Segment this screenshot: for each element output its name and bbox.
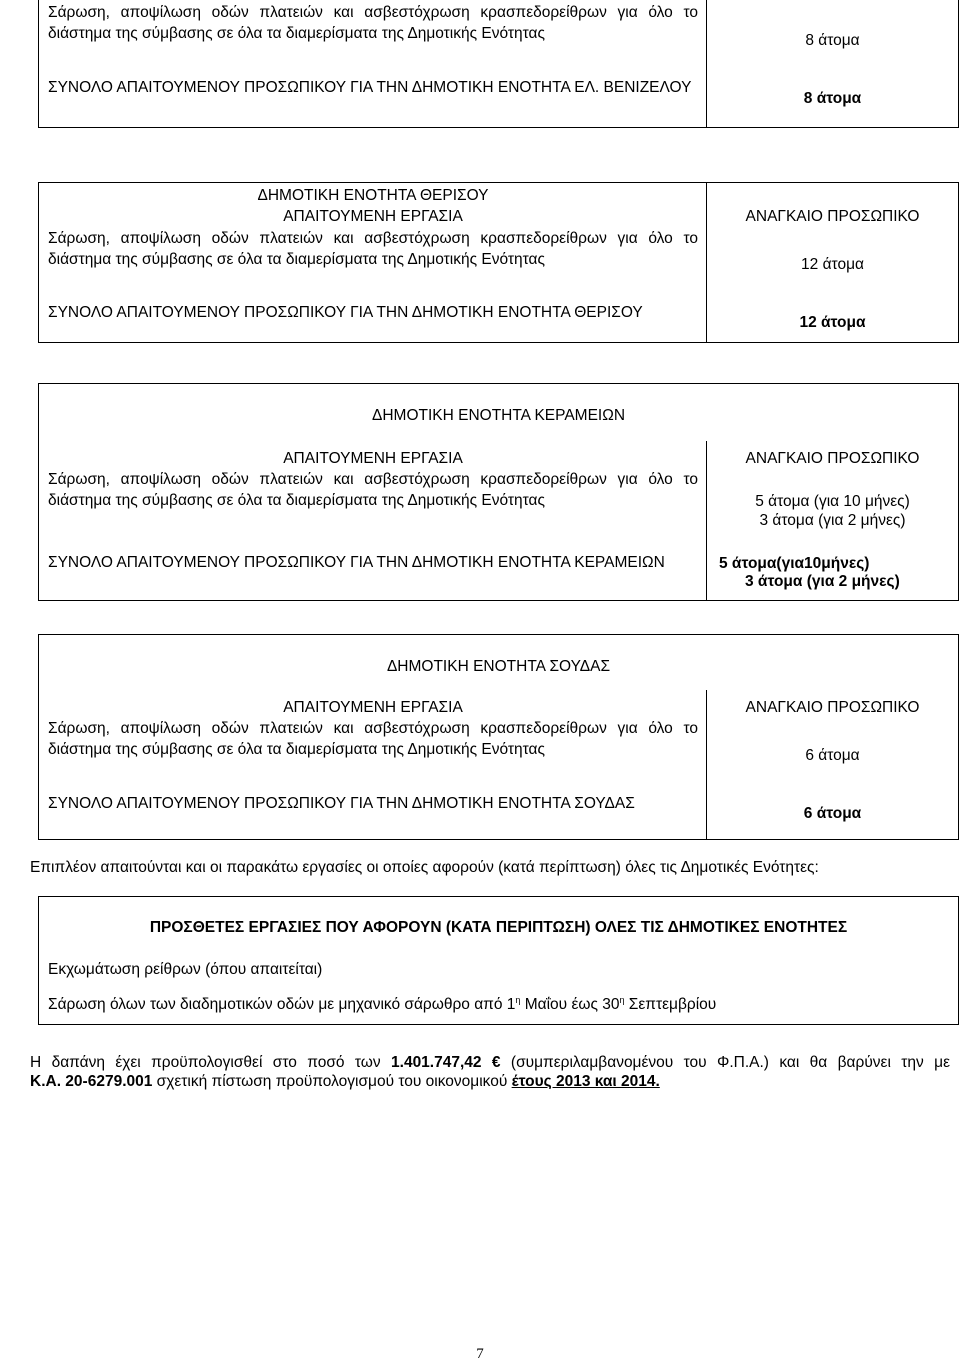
closing-text-3: σχετική πίστωση προϋπολογισμού του οικονομικού xyxy=(152,1073,512,1090)
extra-work-item-2-c: Σεπτεμβρίου xyxy=(624,996,717,1013)
therisou-total-value: 12 άτομα xyxy=(799,314,866,331)
extra-intro-text: Επιπλέον απαιτούνται και οι παρακάτω εργασίες οι οποίες αφορούν (κατά περίπτωση) όλες τις Δημοτικές Ενότητες: xyxy=(30,859,819,876)
therisou-task-text: Σάρωση, αποψίλωση οδών πλατειών και ασβεστόχρωση κρασπεδορείθρων για όλο το διάστημα της σύμβασης σε όλα τα διαμερίσματα της Δημοτικής Ενότητας xyxy=(48,230,698,268)
soudas-staff-value: 6 άτομα xyxy=(805,747,860,764)
venizelou-task-text: Σάρωση, αποψίλωση οδών πλατειών και ασβεστόχρωση κρασπεδορείθρων για όλο το διάστημα της σύμβασης σε όλα τα διαμερίσματα της Δημοτικής Ενότητας xyxy=(48,4,698,42)
kerameion-unit-title: ΔΗΜΟΤΙΚΗ ΕΝΟΤΗΤΑ ΚΕΡΑΜΕΙΩΝ xyxy=(371,407,626,424)
therisou-staff-header: ΑΝΑΓΚΑΙΟ ΠΡΟΣΩΠΙΚΟ xyxy=(745,208,920,225)
budget-amount-value: 1.401.747,42 xyxy=(391,1054,482,1071)
soudas-unit-title: ΔΗΜΟΤΙΚΗ ΕΝΟΤΗΤΑ ΣΟΥΔΑΣ xyxy=(386,658,611,675)
closing-text-1: Η δαπάνη έχει προϋπολογισθεί στο ποσό των xyxy=(30,1054,392,1071)
extra-work-item-2-b: Μαΐου έως 30 xyxy=(520,996,620,1013)
kerameion-total-line2: 3 άτομα (για 2 μήνες) xyxy=(745,573,900,590)
therisou-work-header: ΑΠΑΙΤΟΥΜΕΝΗ ΕΡΓΑΣΙΑ xyxy=(283,208,463,225)
page-number: 7 xyxy=(476,1346,484,1362)
soudas-task-text: Σάρωση, αποψίλωση οδών πλατειών και ασβεστόχρωση κρασπεδορείθρων για όλο το διάστημα της σύμβασης σε όλα τα διαμερίσματα της Δημοτικής Ενότητας xyxy=(48,720,698,758)
superscript: η xyxy=(619,994,625,1005)
soudas-total-label: ΣΥΝΟΛΟ ΑΠΑΙΤΟΥΜΕΝΟΥ ΠΡΟΣΩΠΙΚΟΥ ΓΙΑ ΤΗΝ ΔΗΜΟΤΙΚΗ ΕΝΟΤΗΤΑ ΣΟΥΔΑΣ xyxy=(48,795,635,812)
venizelou-staff-value: 8 άτομα xyxy=(805,32,860,49)
soudas-total-value: 6 άτομα xyxy=(803,805,862,822)
soudas-work-header: ΑΠΑΙΤΟΥΜΕΝΗ ΕΡΓΑΣΙΑ xyxy=(283,699,463,716)
kerameion-staff-line1: 5 άτομα (για 10 μήνες) xyxy=(755,493,910,510)
budget-amount xyxy=(391,1054,501,1071)
therisou-unit-title: ΔΗΜΟΤΙΚΗ ΕΝΟΤΗΤΑ ΘΕΡΙΣΟΥ xyxy=(257,187,489,204)
kerameion-total-label: ΣΥΝΟΛΟ ΑΠΑΙΤΟΥΜΕΝΟΥ ΠΡΟΣΩΠΙΚΟΥ ΓΙΑ ΤΗΝ ΔΗΜΟΤΙΚΗ ΕΝΟΤΗΤΑ ΚΕΡΑΜΕΙΩΝ xyxy=(48,554,665,571)
kerameion-total-line1: 5 άτομα(για10μήνες) xyxy=(719,555,870,572)
superscript: η xyxy=(515,994,521,1005)
extra-works-title: ΠΡΟΣΘΕΤΕΣ ΕΡΓΑΣΙΕΣ ΠΟΥ ΑΦΟΡΟΥΝ (ΚΑΤΑ ΠΕΡΙΠΤΩΣΗ) ΟΛΕΣ ΤΙΣ ΔΗΜΟΤΙΚΕΣ ΕΝΟΤΗΤΕΣ xyxy=(149,919,848,936)
venizelou-total-label: ΣΥΝΟΛΟ ΑΠΑΙΤΟΥΜΕΝΟΥ ΠΡΟΣΩΠΙΚΟΥ ΓΙΑ ΤΗΝ ΔΗΜΟΤΙΚΗ ΕΝΟΤΗΤΑ ΕΛ. ΒΕΝΙΖΕΛΟΥ xyxy=(48,79,692,96)
kerameion-task-text: Σάρωση, αποψίλωση οδών πλατειών και ασβεστόχρωση κρασπεδορείθρων για όλο το διάστημα της σύμβασης σε όλα τα διαμερίσματα της Δημοτικής Ενότητας xyxy=(48,471,698,509)
kerameion-staff-header: ΑΝΑΓΚΑΙΟ ΠΡΟΣΩΠΙΚΟ xyxy=(745,450,920,467)
closing-paragraph-line1 xyxy=(30,1052,950,1073)
closing-paragraph-line2 xyxy=(30,1071,950,1092)
budget-code: Κ.Α. 20-6279.001 xyxy=(30,1073,153,1090)
kerameion-work-header: ΑΠΑΙΤΟΥΜΕΝΗ ΕΡΓΑΣΙΑ xyxy=(283,450,463,467)
budget-years: έτους 2013 και 2014. xyxy=(511,1073,660,1090)
euro-icon: € xyxy=(491,1054,501,1071)
extra-work-item-2-a: Σάρωση όλων των διαδημοτικών οδών με μηχανικό σάρωθρο από 1 xyxy=(48,996,516,1013)
extra-work-item-2 xyxy=(48,994,928,1015)
kerameion-staff-line2: 3 άτομα (για 2 μήνες) xyxy=(759,512,906,529)
therisou-total-label: ΣΥΝΟΛΟ ΑΠΑΙΤΟΥΜΕΝΟΥ ΠΡΟΣΩΠΙΚΟΥ ΓΙΑ ΤΗΝ ΔΗΜΟΤΙΚΗ ΕΝΟΤΗΤΑ ΘΕΡΙΣΟΥ xyxy=(48,304,643,321)
extra-work-item-1: Εκχωμάτωση ρείθρων (όπου απαιτείται) xyxy=(48,961,323,978)
venizelou-total-value: 8 άτομα xyxy=(803,90,862,107)
closing-text-2: (συμπεριλαμβανομένου του Φ.Π.Α.) και θα βαρύνει την με xyxy=(500,1054,950,1071)
therisou-staff-value: 12 άτομα xyxy=(801,256,864,273)
soudas-staff-header: ΑΝΑΓΚΑΙΟ ΠΡΟΣΩΠΙΚΟ xyxy=(745,699,920,716)
